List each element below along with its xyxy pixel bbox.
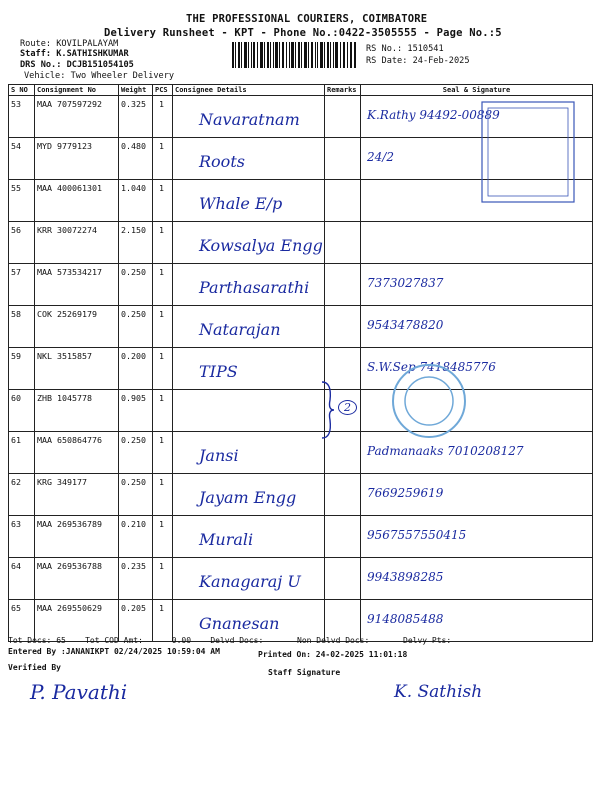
row-pcs-cell — [153, 348, 173, 390]
row-pcs-cell — [153, 306, 173, 348]
row-sno: 54 — [11, 141, 21, 151]
drs-value: DCJB151054105 — [66, 60, 134, 70]
row-consignment: ZHB 1045778 — [37, 393, 92, 403]
row-pcs-cell — [153, 264, 173, 306]
row-pcs-cell — [153, 138, 173, 180]
company-seal-icon — [390, 362, 468, 440]
row-consignment: MAA 650864776 — [37, 435, 102, 445]
row-weight-cell — [119, 180, 153, 222]
row-pcs-cell — [153, 558, 173, 600]
row-sno: 53 — [11, 99, 21, 109]
row-sno-cell — [9, 348, 35, 390]
row-weight-cell — [119, 306, 153, 348]
row-weight: 0.250 — [121, 435, 146, 445]
row-consignment-cell — [35, 222, 119, 264]
verified-signature: P. Pavathi — [30, 680, 128, 704]
tot-cod-label: Tot COD Amt: — [85, 636, 143, 645]
signature-text: K.Rathy 94492-00889 — [367, 108, 500, 122]
row-weight-cell — [119, 390, 153, 432]
row-consignment-cell — [35, 474, 119, 516]
row-pcs: 1 — [159, 519, 164, 529]
col-consignment: Consignment No — [35, 85, 119, 96]
row-sno: 59 — [11, 351, 21, 361]
row-remarks-cell — [325, 138, 361, 180]
delvy-pts-label: Delvy Pts: — [403, 636, 452, 645]
rs-no-value: 1510541 — [407, 44, 444, 54]
row-consignment-cell — [35, 180, 119, 222]
table-row — [9, 432, 593, 474]
signature-text: 7669259619 — [367, 486, 444, 500]
row-consignment-cell — [35, 138, 119, 180]
row-signature-cell — [361, 264, 593, 306]
tot-docs-value: 65 — [56, 636, 66, 645]
row-sno-cell — [9, 222, 35, 264]
col-weight: Weight — [119, 85, 153, 96]
row-sno-cell — [9, 96, 35, 138]
row-consignment-cell — [35, 390, 119, 432]
signature-text: 9148085488 — [367, 612, 444, 626]
row-remarks-cell — [325, 306, 361, 348]
row-consignee-cell — [173, 222, 325, 264]
staff-label: Staff: — [20, 49, 52, 59]
row-weight: 2.150 — [121, 225, 146, 235]
row-pcs: 1 — [159, 99, 164, 109]
row-weight: 0.250 — [121, 309, 146, 319]
row-weight-cell — [119, 516, 153, 558]
consignee-name: Gnanesan — [199, 614, 280, 633]
row-sno-cell — [9, 558, 35, 600]
row-consignee-cell — [173, 96, 325, 138]
row-pcs-cell — [153, 390, 173, 432]
totals-line — [8, 636, 451, 645]
runsheet-title: Delivery Runsheet - KPT - Phone No.:0422-3505555 - Page No.:5 — [104, 27, 502, 39]
row-consignment: NKL 3515857 — [37, 351, 92, 361]
table-row — [9, 264, 593, 306]
delivery-stamp — [480, 100, 576, 205]
row-sno-cell — [9, 180, 35, 222]
row-remarks-cell — [325, 474, 361, 516]
staff-value: K.SATHISHKUMAR — [56, 49, 129, 59]
verified-by-label: Verified By — [8, 663, 61, 672]
row-pcs-cell — [153, 180, 173, 222]
consignee-name: Kowsalya Engg — [199, 236, 323, 255]
row-sno: 57 — [11, 267, 21, 277]
company-name: THE PROFESSIONAL COURIERS, COIMBATORE — [186, 13, 428, 25]
row-remarks-cell — [325, 96, 361, 138]
consignee-name: Kanagaraj U — [199, 572, 301, 591]
consignee-name: Whale E/p — [199, 194, 283, 213]
row-sno: 55 — [11, 183, 21, 193]
row-pcs: 1 — [159, 183, 164, 193]
row-consignment: MAA 573534217 — [37, 267, 102, 277]
row-sno: 60 — [11, 393, 21, 403]
route-value: KOVILPALAYAM — [56, 39, 119, 49]
row-pcs: 1 — [159, 603, 164, 613]
col-sno: S NO — [9, 85, 35, 96]
rs-date-value: 24-Feb-2025 — [412, 56, 470, 66]
row-sno: 58 — [11, 309, 21, 319]
row-consignee-cell — [173, 390, 325, 432]
consignee-name: Natarajan — [199, 320, 281, 339]
row-consignee-cell — [173, 474, 325, 516]
row-consignment-cell — [35, 558, 119, 600]
row-consignment: MYD 9779123 — [37, 141, 92, 151]
row-weight-cell — [119, 474, 153, 516]
row-consignment-cell — [35, 516, 119, 558]
row-pcs-cell — [153, 432, 173, 474]
row-signature-cell — [361, 516, 593, 558]
row-pcs: 1 — [159, 435, 164, 445]
row-weight: 0.250 — [121, 477, 146, 487]
row-sno-cell — [9, 432, 35, 474]
rs-date-line — [366, 56, 470, 66]
consignee-name: Navaratnam — [199, 110, 300, 129]
row-consignment: MAA 400061301 — [37, 183, 102, 193]
table-row — [9, 348, 593, 390]
row-pcs: 1 — [159, 561, 164, 571]
route-label: Route: — [20, 39, 52, 49]
row-consignment-cell — [35, 306, 119, 348]
row-signature-cell — [361, 306, 593, 348]
signature-text: Padmanaaks 7010208127 — [367, 444, 524, 458]
col-pcs: PCS — [153, 85, 173, 96]
col-consignee: Consignee Details — [173, 85, 325, 96]
consignee-name: Jansi — [199, 446, 239, 465]
row-sno-cell — [9, 264, 35, 306]
row-sno: 64 — [11, 561, 21, 571]
row-sno-cell — [9, 138, 35, 180]
bracket-mark — [318, 380, 338, 440]
table-row — [9, 474, 593, 516]
table-header-row — [9, 85, 593, 96]
row-weight-cell — [119, 222, 153, 264]
staff-signature: K. Sathish — [394, 682, 483, 702]
row-remarks-cell — [325, 222, 361, 264]
row-consignee-cell — [173, 516, 325, 558]
row-weight-cell — [119, 558, 153, 600]
row-consignment: MAA 269536788 — [37, 561, 102, 571]
row-consignment: MAA 269536789 — [37, 519, 102, 529]
row-remarks-cell — [325, 516, 361, 558]
row-weight-cell — [119, 264, 153, 306]
consignee-name: Jayam Engg — [199, 488, 297, 507]
row-consignee-cell — [173, 138, 325, 180]
drs-label: DRS No.: — [20, 60, 62, 70]
row-signature-cell — [361, 558, 593, 600]
consignee-name: Parthasarathi — [199, 278, 310, 297]
row-signature-cell — [361, 474, 593, 516]
consignee-name: TIPS — [199, 362, 238, 381]
consignee-name: Murali — [199, 530, 254, 549]
table-row — [9, 558, 593, 600]
row-pcs: 1 — [159, 477, 164, 487]
row-sno: 63 — [11, 519, 21, 529]
row-weight-cell — [119, 348, 153, 390]
vehicle-value: Two Wheeler Delivery — [70, 71, 175, 81]
row-consignee-cell — [173, 264, 325, 306]
row-sno-cell — [9, 516, 35, 558]
row-consignee-cell — [173, 558, 325, 600]
row-pcs: 1 — [159, 141, 164, 151]
row-pcs-cell — [153, 516, 173, 558]
route-line — [20, 39, 118, 49]
table-row — [9, 222, 593, 264]
row-pcs: 1 — [159, 267, 164, 277]
table-row — [9, 306, 593, 348]
non-delvd-docs-label: Non Delvd Docs: — [297, 636, 370, 645]
signature-text: S.W.Sep 7418485776 — [367, 360, 496, 374]
rs-no-line — [366, 44, 444, 54]
row-pcs: 1 — [159, 393, 164, 403]
row-weight: 0.905 — [121, 393, 146, 403]
row-pcs-cell — [153, 96, 173, 138]
col-signature: Seal & Signature — [361, 85, 593, 96]
entered-by: Entered By :JANANIKPT 02/24/2025 10:59:04 AM — [8, 647, 220, 656]
delvd-docs-label: Delvd Docs: — [210, 636, 264, 645]
table-row — [9, 390, 593, 432]
row-pcs-cell — [153, 222, 173, 264]
printed-on: Printed On: 24-02-2025 11:01:18 — [258, 650, 408, 659]
row-weight: 0.325 — [121, 99, 146, 109]
consignee-name: Roots — [199, 152, 245, 171]
row-weight: 0.210 — [121, 519, 146, 529]
row-weight: 0.235 — [121, 561, 146, 571]
row-consignment-cell — [35, 348, 119, 390]
row-sno-cell — [9, 390, 35, 432]
row-pcs: 1 — [159, 309, 164, 319]
signature-text: 24/2 — [367, 150, 394, 164]
row-consignee-cell — [173, 432, 325, 474]
row-consignment-cell — [35, 96, 119, 138]
row-weight: 0.200 — [121, 351, 146, 361]
row-weight: 1.040 — [121, 183, 146, 193]
rs-date-label: RS Date: — [366, 56, 408, 66]
staff-signature-label: Staff Signature — [268, 668, 341, 677]
row-sno-cell — [9, 474, 35, 516]
row-sno: 56 — [11, 225, 21, 235]
row-weight-cell — [119, 96, 153, 138]
row-remarks-cell — [325, 558, 361, 600]
row-pcs: 1 — [159, 225, 164, 235]
row-remarks-cell — [325, 264, 361, 306]
vehicle-label: Vehicle: — [24, 71, 66, 81]
row-sno: 62 — [11, 477, 21, 487]
row-weight: 0.480 — [121, 141, 146, 151]
row-weight-cell — [119, 432, 153, 474]
row-weight-cell — [119, 138, 153, 180]
row-signature-cell — [361, 222, 593, 264]
rs-no-label: RS No.: — [366, 44, 403, 54]
row-sno: 65 — [11, 603, 21, 613]
barcode — [232, 42, 356, 68]
tot-cod-value: 0.00 — [171, 636, 192, 645]
row-consignment: MAA 707597292 — [37, 99, 102, 109]
remark-mark: 2 — [338, 400, 357, 415]
signature-text: 7373027837 — [367, 276, 444, 290]
row-consignee-cell — [173, 348, 325, 390]
row-weight: 0.250 — [121, 267, 146, 277]
row-consignment: KRR 30072274 — [37, 225, 97, 235]
signature-text: 9943898285 — [367, 570, 444, 584]
row-remarks-cell — [325, 180, 361, 222]
table-row — [9, 516, 593, 558]
row-consignment-cell — [35, 264, 119, 306]
row-weight: 0.205 — [121, 603, 146, 613]
row-consignment-cell — [35, 432, 119, 474]
row-pcs-cell — [153, 474, 173, 516]
row-consignee-cell — [173, 306, 325, 348]
row-consignee-cell — [173, 180, 325, 222]
col-remarks: Remarks — [325, 85, 361, 96]
drs-line — [20, 60, 134, 70]
signature-text: 9567557550415 — [367, 528, 467, 542]
row-consignment: KRG 349177 — [37, 477, 87, 487]
signature-text: 9543478820 — [367, 318, 444, 332]
row-consignment: COK 25269179 — [37, 309, 97, 319]
row-sno: 61 — [11, 435, 21, 445]
row-consignment: MAA 269550629 — [37, 603, 102, 613]
tot-docs-label: Tot Docs: — [8, 636, 52, 645]
row-pcs: 1 — [159, 351, 164, 361]
row-sno-cell — [9, 306, 35, 348]
staff-line — [20, 49, 129, 59]
vehicle-line — [24, 71, 174, 81]
